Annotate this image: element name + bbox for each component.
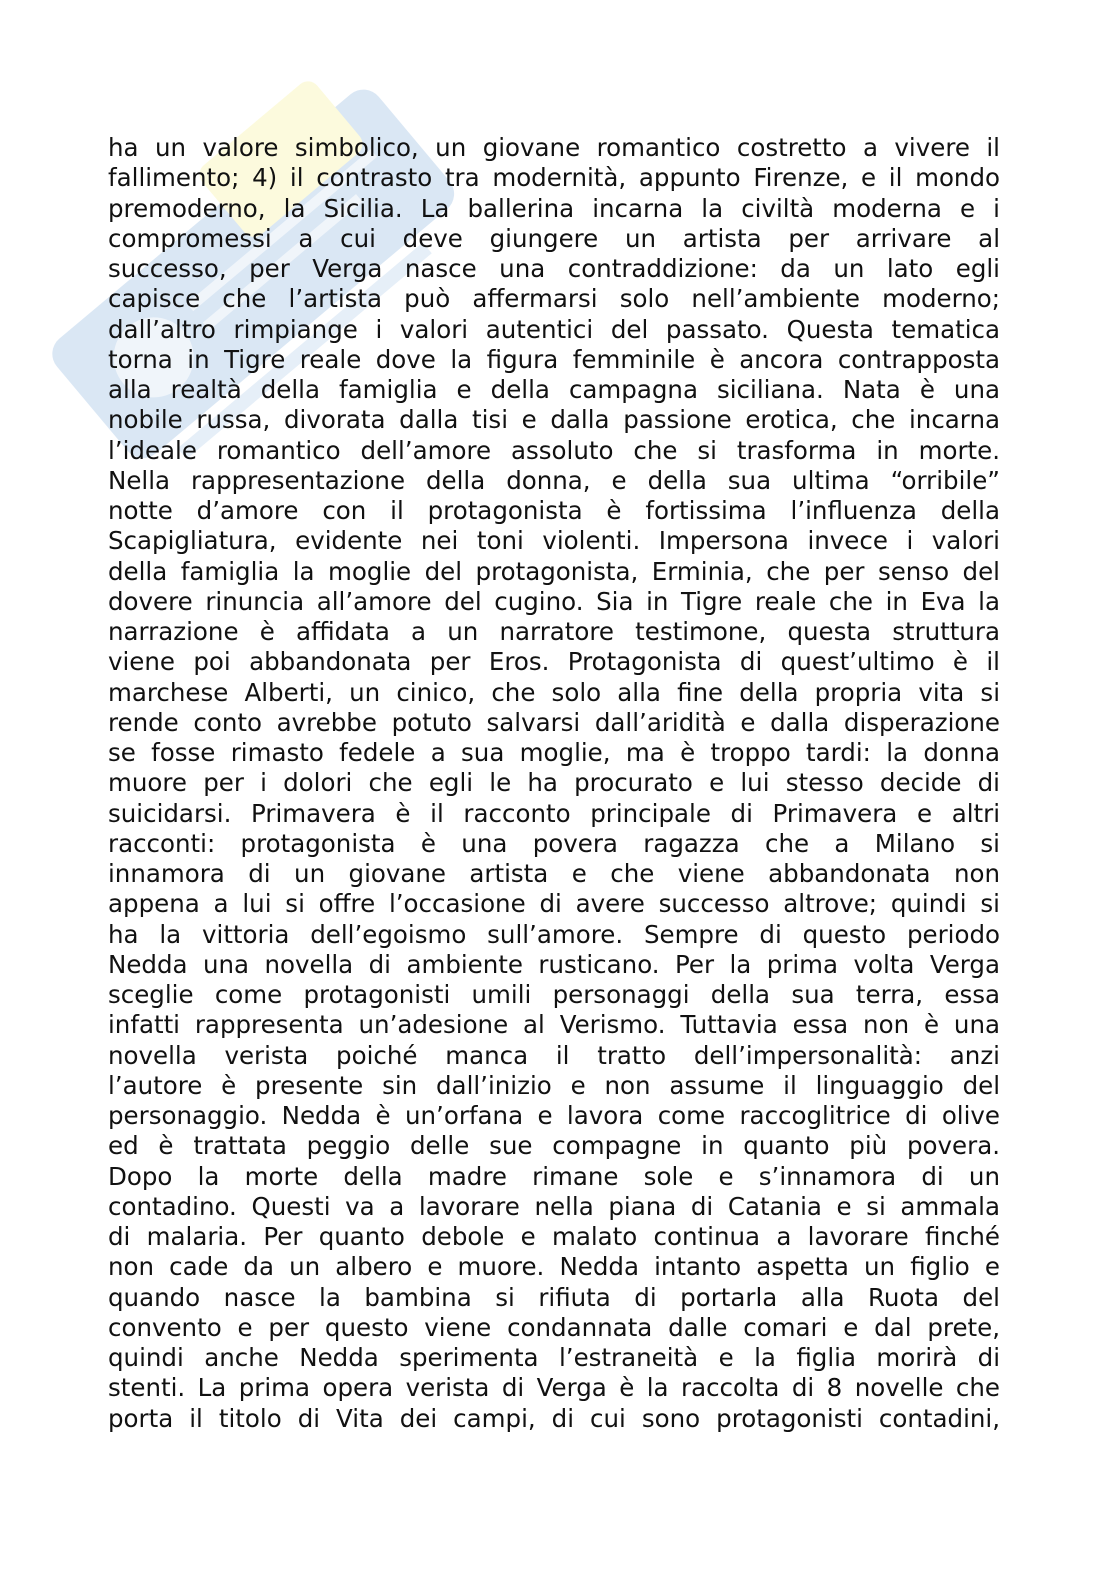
text-line: se fosse rimasto fedele a sua moglie, ma è troppo tardi: la donna	[108, 738, 1000, 767]
text-line: marchese Alberti, un cinico, che solo alla fine della propria vita si	[108, 677, 1000, 707]
text-line: sceglie come protagonisti umili personaggi della sua terra, essa	[108, 980, 1000, 1009]
text-line: successo, per Verga nasce una contraddizione: da un lato egli	[108, 254, 1000, 283]
text-line: Scapigliatura, evidente nei toni violenti. Impersona invece i valori	[108, 526, 1000, 556]
text-line: infatti rappresenta un’adesione al Verismo. Tuttavia essa non è una	[108, 1010, 1000, 1040]
document-body-text	[108, 133, 1000, 1434]
text-line: racconti: protagonista è una povera ragazza che a Milano si	[108, 828, 1000, 858]
text-line: personaggio. Nedda è un’orfana e lavora come raccoglitrice di olive	[108, 1101, 1000, 1130]
text-line: suicidarsi. Primavera è il racconto principale di Primavera e altri	[108, 798, 1000, 828]
text-line: rende conto avrebbe potuto salvarsi dall’aridità e dalla disperazione	[108, 707, 1000, 737]
text-line: porta il titolo di Vita dei campi, di cui sono protagonisti contadini,	[108, 1403, 1000, 1433]
text-line: non cade da un albero e muore. Nedda intanto aspetta un figlio e	[108, 1252, 1000, 1282]
text-line: novella verista poiché manca il tratto dell’impersonalità: anzi	[108, 1040, 1000, 1070]
text-line: innamora di un giovane artista e che viene abbandonata non	[108, 859, 1000, 888]
text-line: Nedda una novella di ambiente rusticano. Per la prima volta Verga	[108, 949, 1000, 979]
text-line: contadino. Questi va a lavorare nella piana di Catania e si ammala	[108, 1191, 1000, 1221]
text-line: dall’altro rimpiange i valori autentici del passato. Questa tematica	[108, 314, 1000, 344]
text-line: nobile russa, divorata dalla tisi e dalla passione erotica, che incarna	[108, 405, 1000, 435]
text-line: dovere rinuncia all’amore del cugino. Sia in Tigre reale che in Eva la	[108, 586, 1000, 616]
text-line: viene poi abbandonata per Eros. Protagonista di quest’ultimo è il	[108, 647, 1000, 677]
text-line: ha la vittoria dell’egoismo sull’amore. Sempre di questo periodo	[108, 919, 1000, 949]
text-line: appena a lui si offre l’occasione di avere successo altrove; quindi si	[108, 889, 1000, 919]
text-line: della famiglia la moglie del protagonista, Erminia, che per senso del	[108, 556, 1000, 586]
text-line: ha un valore simbolico, un giovane romantico costretto a vivere il	[108, 133, 1000, 162]
text-line: muore per i dolori che egli le ha procurato e lui stesso decide di	[108, 768, 1000, 798]
text-line: Dopo la morte della madre rimane sole e s’innamora di un	[108, 1161, 1000, 1191]
text-line: quindi anche Nedda sperimenta l’estraneità e la figlia morirà di	[108, 1343, 1000, 1372]
text-line: Nella rappresentazione della donna, e della sua ultima “orribile”	[108, 465, 1000, 495]
text-line: ed è trattata peggio delle sue compagne in quanto più povera.	[108, 1131, 1000, 1161]
text-line: torna in Tigre reale dove la figura femminile è ancora contrapposta	[108, 344, 1000, 374]
text-line: convento e per questo viene condannata dalle comari e dal prete,	[108, 1312, 1000, 1342]
text-line: quando nasce la bambina si rifiuta di portarla alla Ruota del	[108, 1282, 1000, 1312]
text-line: alla realtà della famiglia e della campagna siciliana. Nata è una	[108, 375, 1000, 404]
text-line: stenti. La prima opera verista di Verga è la raccolta di 8 novelle che	[108, 1373, 1000, 1403]
text-line: notte d’amore con il protagonista è fortissima l’influenza della	[108, 496, 1000, 525]
text-line: premoderno, la Sicilia. La ballerina incarna la civiltà moderna e i	[108, 193, 1000, 223]
text-line: l’autore è presente sin dall’inizio e non assume il linguaggio del	[108, 1070, 1000, 1100]
text-line: fallimento; 4) il contrasto tra modernità, appunto Firenze, e il mondo	[108, 163, 1000, 193]
text-line: compromessi a cui deve giungere un artista per arrivare al	[108, 223, 1000, 253]
text-line: capisce che l’artista può affermarsi solo nell’ambiente moderno;	[108, 284, 1000, 314]
text-line: narrazione è affidata a un narratore testimone, questa struttura	[108, 617, 1000, 646]
text-line: di malaria. Per quanto debole e malato continua a lavorare finché	[108, 1222, 1000, 1251]
text-line: l’ideale romantico dell’amore assoluto che si trasforma in morte.	[108, 435, 1000, 465]
